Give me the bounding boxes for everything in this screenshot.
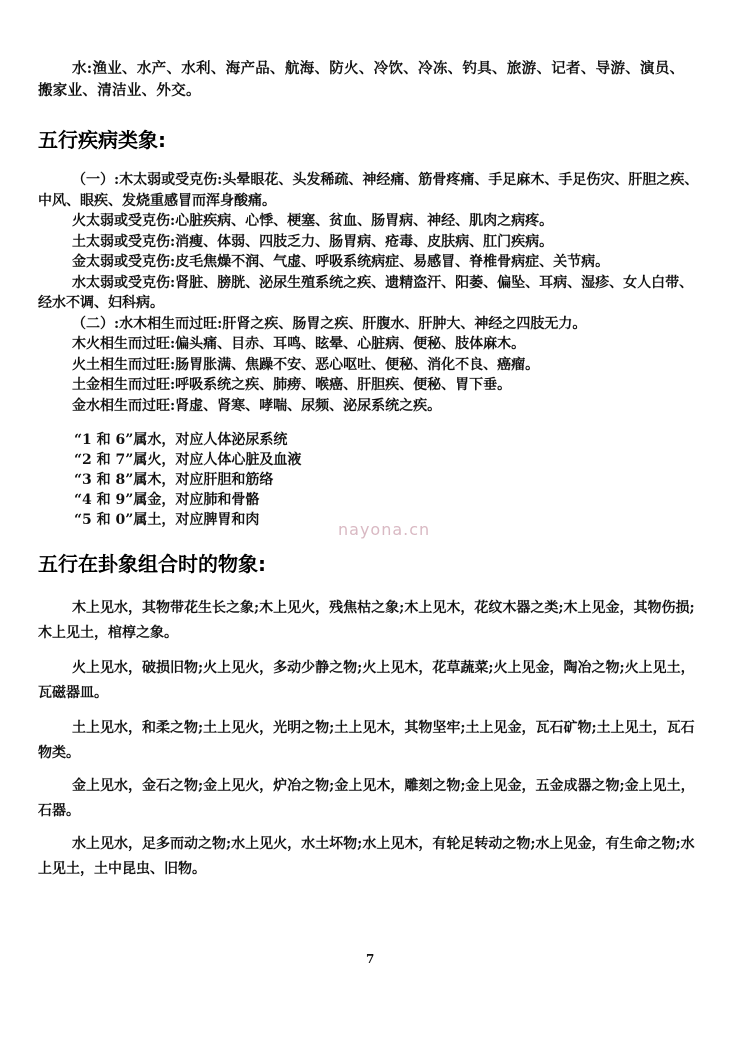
hexagram-paragraph-2 xyxy=(38,656,702,706)
hexagram-text: 金上见水，金石之物;金上见火，炉冶之物;金上见木，雕刻之物;金上见金，五金成器之物;金上见土，石器。 xyxy=(38,778,695,819)
section-title-hexagram: 五行在卦象组合时的物象: xyxy=(38,552,266,576)
hexagram-text: 木上见水，其物带花生长之象;木上见火，残焦枯之象;木上见木，花纹木器之类;木上见金，其物伤损;木上见土，棺椁之象。 xyxy=(38,600,695,641)
disease-line: （一）:木太弱或受克伤:头晕眼花、头发稀疏、神经痛、筋骨疼痛、手足麻木、手足伤灾、肝胆之疾、中风、眼疾、发烧重感冒而浑身酸痛。 xyxy=(38,172,699,209)
disease-line: 金水相生而过旺:肾虚、肾寒、哮喘、尿频、泌尿系统之疾。 xyxy=(72,397,442,414)
number-element-list xyxy=(74,430,301,530)
intro-paragraph xyxy=(38,58,698,102)
disease-list xyxy=(38,170,702,416)
page-number: 7 xyxy=(366,952,375,966)
hexagram-text: 火上见水，破损旧物;火上见火，多动少静之物;火上见木，花草蔬菜;火上见金，陶冶之物;火上见土，瓦磁器皿。 xyxy=(38,660,695,701)
number-element-line: “1 和 6”属水，对应人体泌尿系统 xyxy=(74,432,288,448)
disease-line: 金太弱或受克伤:皮毛焦燥不润、气虚、呼吸系统病症、易感冒、脊椎骨病症、关节病。 xyxy=(72,254,610,270)
number-element-line: “2 和 7”属火，对应人体心脏及血液 xyxy=(74,452,302,468)
number-element-line: “3 和 8”属木，对应肝胆和筋络 xyxy=(74,472,274,488)
disease-line: 水太弱或受克伤:肾脏、膀胱、泌尿生殖系统之疾、遗精盗汗、阳萎、偏坠、耳病、湿疹、女人白带、经水不调、妇科病。 xyxy=(38,274,694,311)
hexagram-text: 水上见水，足多而动之物;水上见火，水土坏物;水上见木，有轮足转动之物;水上见金，有生命之物;水上见土，土中昆虫、旧物。 xyxy=(38,836,695,877)
hexagram-paragraph-4 xyxy=(38,774,702,824)
disease-line: 火土相生而过旺:肠胃胀满、焦躁不安、恶心呕吐、便秘、消化不良、癌瘤。 xyxy=(72,356,540,373)
disease-line: 木火相生而过旺:偏头痛、目赤、耳鸣、眩晕、心脏病、便秘、肢体麻木。 xyxy=(72,336,526,352)
hexagram-paragraph-1 xyxy=(38,596,702,646)
hexagram-paragraph-3 xyxy=(38,716,702,766)
hexagram-paragraph-5 xyxy=(38,832,702,882)
watermark: nayona.cn xyxy=(338,520,431,539)
disease-line: （二）:水木相生而过旺:肝肾之疾、肠胃之疾、肝腹水、肝肿大、神经之四肢无力。 xyxy=(72,315,587,332)
disease-line: 火太弱或受克伤:心脏疾病、心悸、梗塞、贫血、肠胃病、神经、肌肉之病疼。 xyxy=(72,213,554,229)
number-element-line: “5 和 0”属土，对应脾胃和肉 xyxy=(74,512,260,528)
intro-text: 水:渔业、水产、水利、海产品、航海、防火、冷饮、冷冻、钓具、旅游、记者、导游、演员、搬家业、清洁业、外交。 xyxy=(38,60,685,99)
number-element-line: “4 和 9”属金，对应肺和骨骼 xyxy=(74,492,260,508)
section-title-diseases: 五行疾病类象: xyxy=(38,128,166,152)
disease-line: 土金相生而过旺:呼吸系统之疾、肺痨、喉癌、肝胆疾、便秘、胃下垂。 xyxy=(72,377,512,393)
disease-line: 土太弱或受克伤:消瘦、体弱、四肢乏力、肠胃病、疮毒、皮肤病、肛门疾病。 xyxy=(72,233,554,250)
hexagram-text: 土上见水，和柔之物;土上见火，光明之物;土上见木，其物坚牢;土上见金，瓦石矿物;土上见土，瓦石物类。 xyxy=(38,720,695,761)
